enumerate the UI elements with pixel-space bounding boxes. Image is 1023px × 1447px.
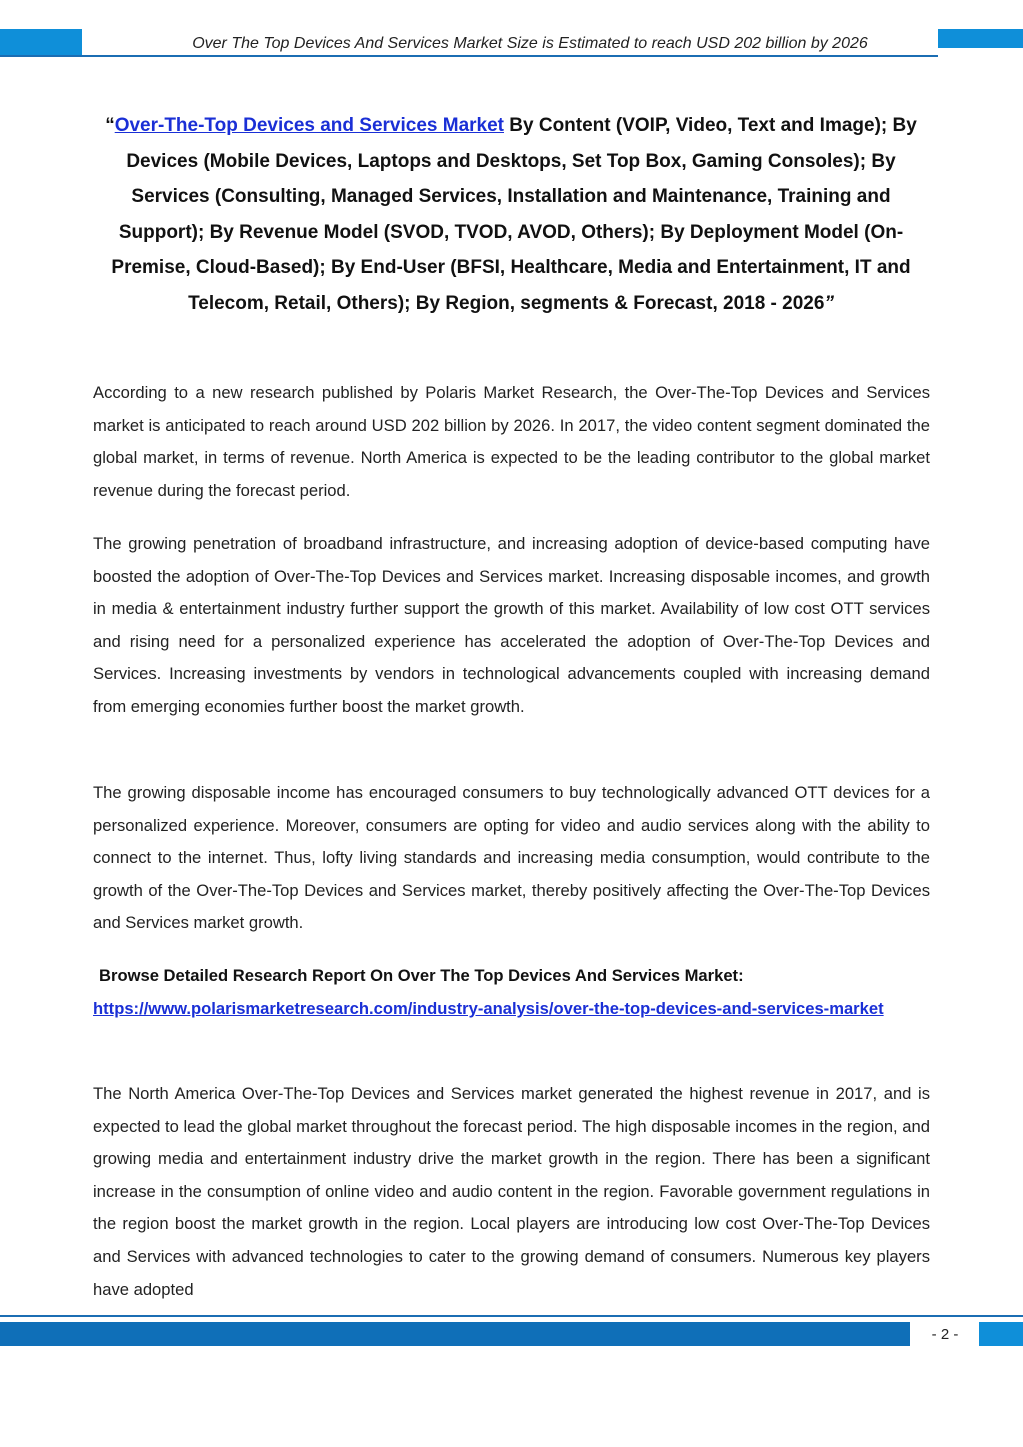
- paragraph-disposable-income: The growing disposable income has encouraged consumers to buy technologically advanced OTT devices for a personalized experience. Moreover, consumers are opting for video and audio services along with the ability to connect to the internet. Thus, lofty living standards and increasing media consumption, would contribute to the growth of the Over-The-Top Devices and Services market, thereby positively affecting the Over-The-Top Devices and Services market growth.: [93, 783, 930, 933]
- title-open-quote: “: [105, 115, 115, 136]
- report-title-text: By Content (VOIP, Video, Text and Image); By Devices (Mobile Devices, Laptops and Desktops, Set Top Box, Gaming Consoles); By Services (Consulting, Managed Services, Installation and Maintenance, Training and Support); By Revenue Model (SVOD, TVOD, AVOD, Others); By Deployment Model (On-Premise, Cloud-Based); By End-User (BFSI, Healthcare, Media and Entertainment, IT and Telecom, Retail, Others); By Region, segments & Forecast, 2018 - 2026: [111, 115, 917, 314]
- footer-bar: [0, 1322, 910, 1346]
- browse-report: [93, 960, 930, 1025]
- paragraph-north-america: The North America Over-The-Top Devices and Services market generated the highest revenue in 2017, and is expected to lead the global market throughout the forecast period. The high disposable incomes in the region, and growing media and entertainment industry drive the market growth in the region. There has been a significant increase in the consumption of online video and audio content in the region. Favorable government regulations in the region boost the market growth in the region. Local players are introducing low cost Over-The-Top Devices and Services with advanced technologies to cater to the growing demand of consumers. Numerous key players have adopted: [93, 1084, 930, 1299]
- report-title: [92, 108, 930, 322]
- report-url-link[interactable]: https://www.polarismarketresearch.com/industry-analysis/over-the-top-devices-and-services-market: [93, 998, 884, 1018]
- header-accent-left: [0, 29, 82, 55]
- paragraph-growth-drivers: The growing penetration of broadband infrastructure, and increasing adoption of device-based computing have boosted the adoption of Over-The-Top Devices and Services market. Increasing disposable incomes, and growth in media & entertainment industry further support the growth of this market. Availability of low cost OTT services and rising need for a personalized experience has accelerated the adoption of Over-The-Top Devices and Services. Increasing investments by vendors in technological advancements coupled with increasing demand from emerging economies further boost the market growth.: [93, 534, 930, 716]
- footer-accent-right: [979, 1322, 1023, 1346]
- browse-label: Browse Detailed Research Report On Over The Top Devices And Services Market:: [99, 966, 744, 985]
- report-title-link[interactable]: Over-The-Top Devices and Services Market: [114, 115, 504, 136]
- paragraph-intro: According to a new research published by Polaris Market Research, the Over-The-Top Devices and Services market is anticipated to reach around USD 202 billion by 2026. In 2017, the video content segment dominated the global market, in terms of revenue. North America is expected to be the leading contributor to the global market revenue during the forecast period.: [93, 383, 930, 500]
- header-rule: [0, 55, 938, 57]
- footer-rule: [0, 1315, 1023, 1317]
- page-number: - 2 -: [931, 1326, 959, 1343]
- header-title: Over The Top Devices And Services Market Size is Estimated to reach USD 202 billion by 2026: [192, 35, 868, 52]
- title-close-quote: ”: [824, 292, 834, 314]
